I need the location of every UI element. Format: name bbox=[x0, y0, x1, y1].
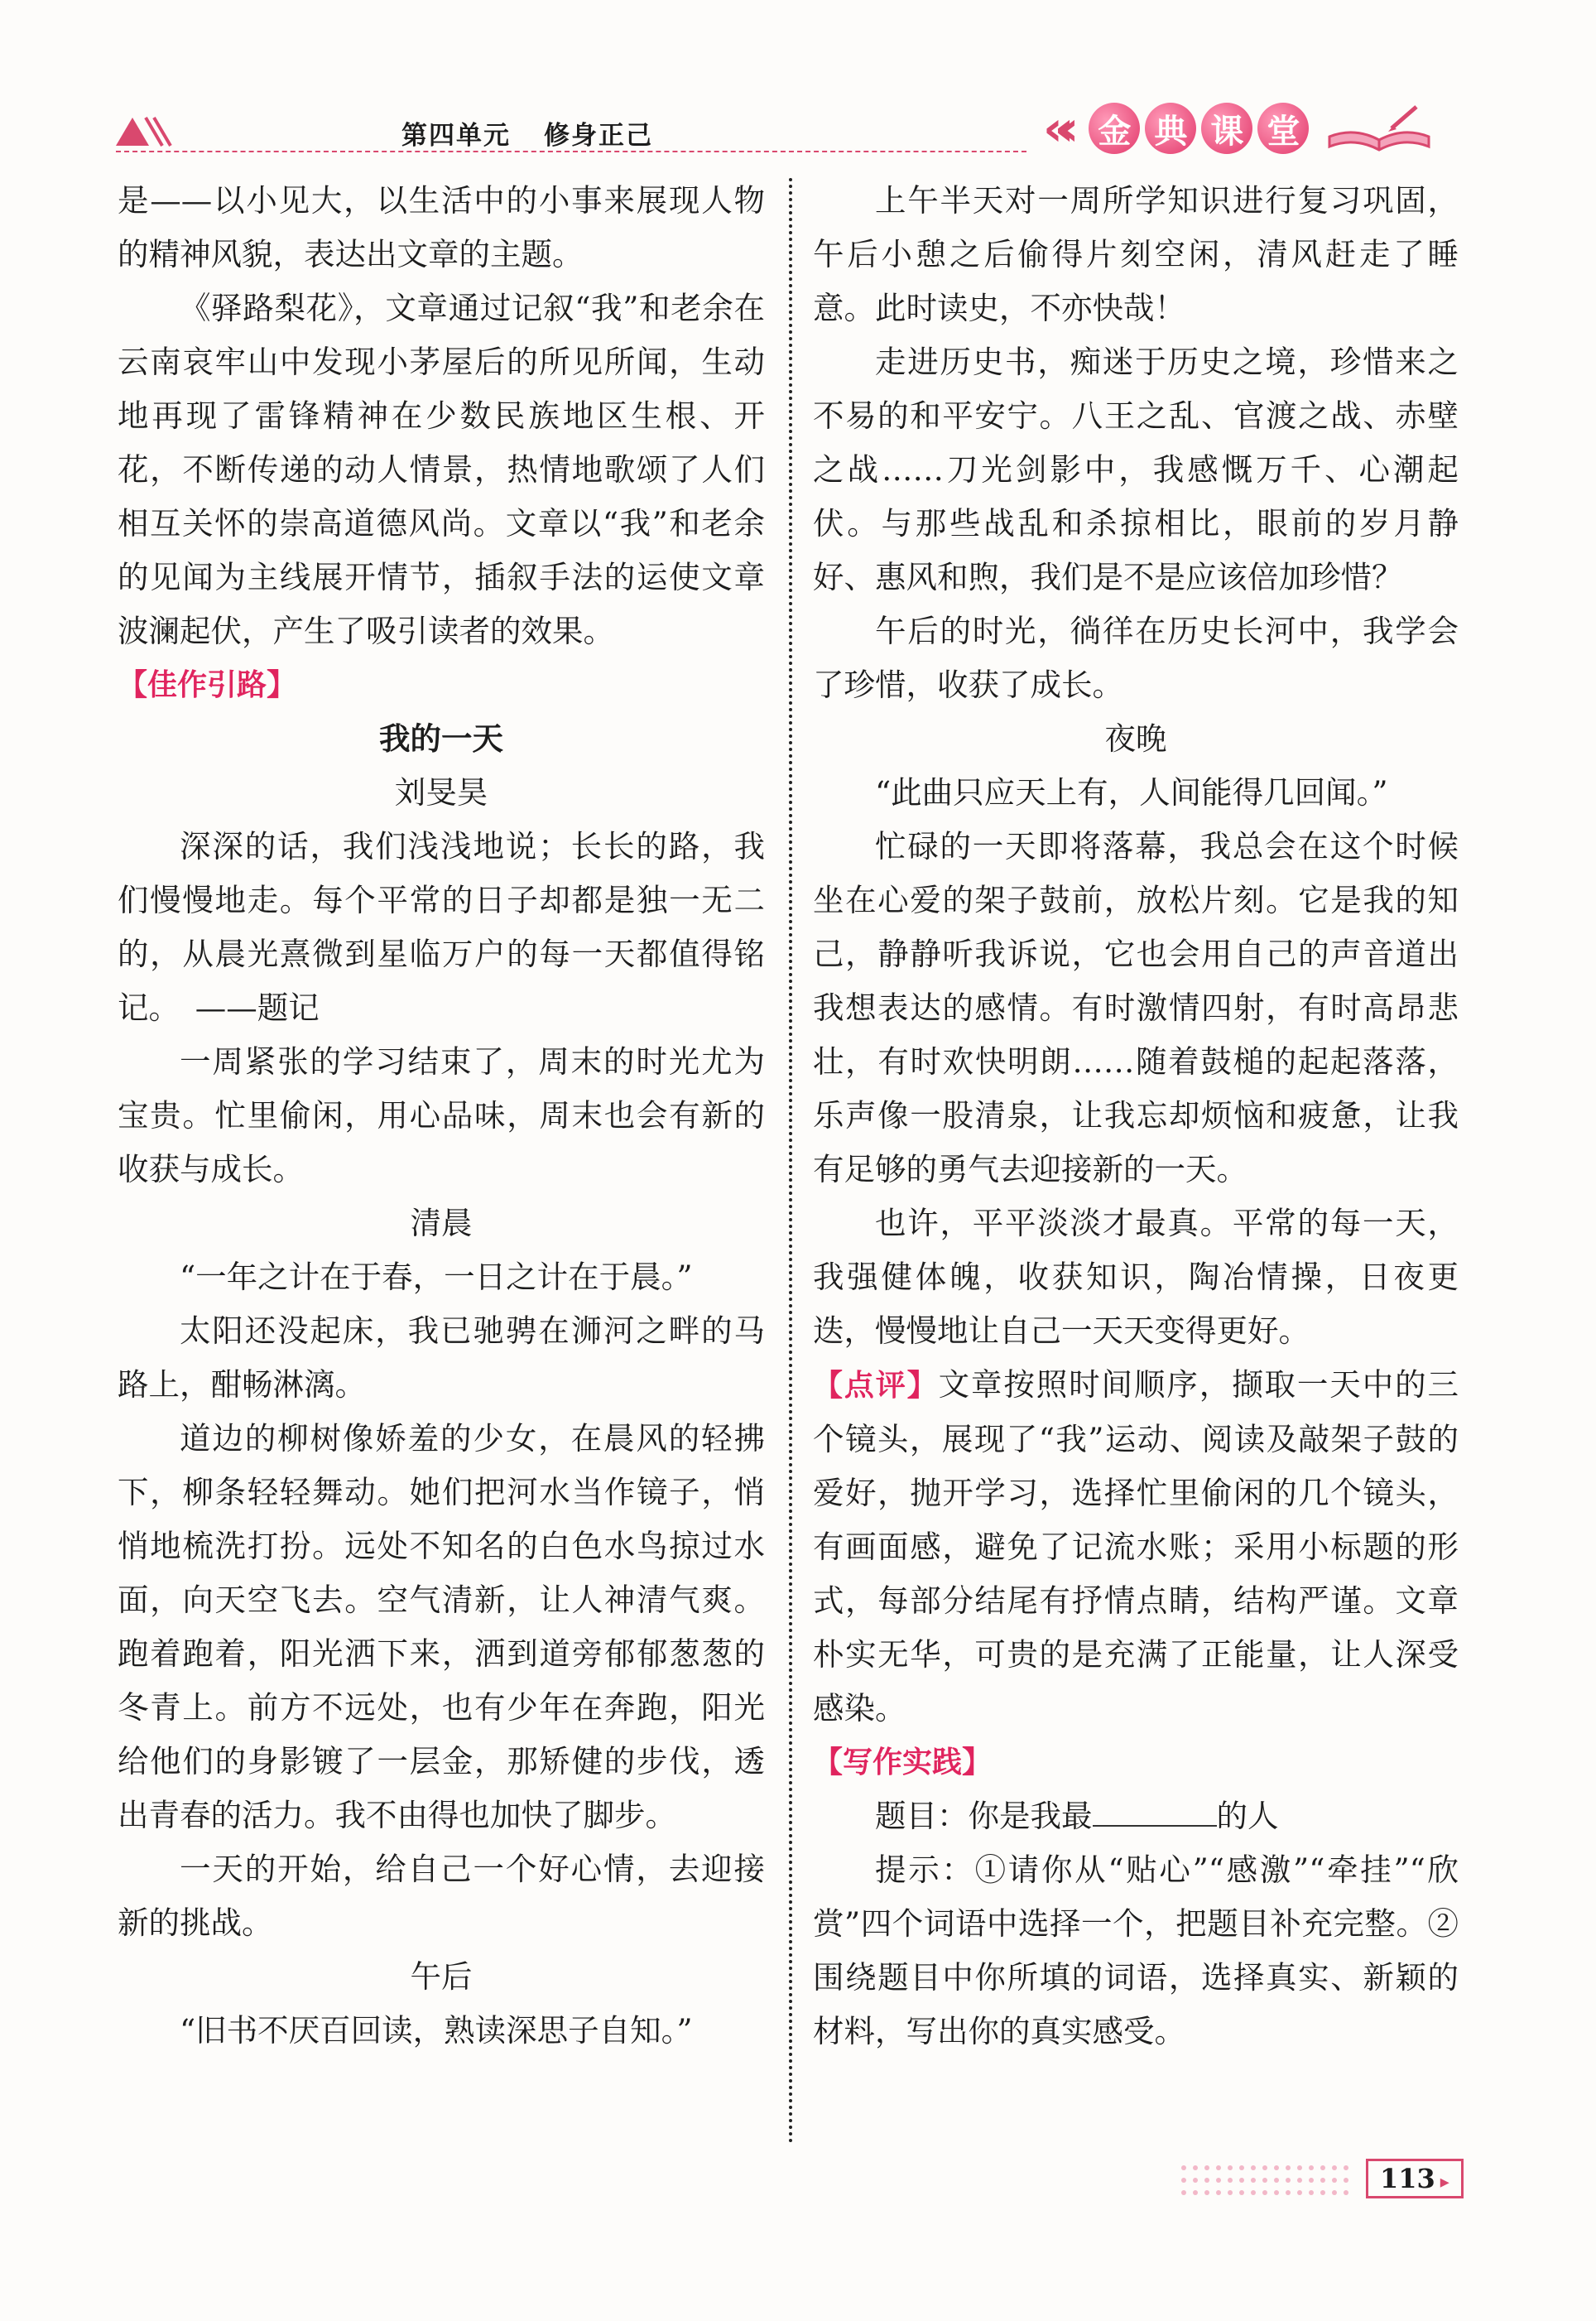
header-unit bbox=[401, 114, 653, 152]
writing-topic bbox=[813, 1789, 1459, 1843]
right-paragraph-1: 上午半天对一周所学知识进行复习巩固，午后小憩之后偷得片刻空闲，清风赶走了睡意。此时读史，不亦快哉！ bbox=[813, 182, 1459, 326]
unit-title: 修身正己 bbox=[544, 121, 653, 151]
brand-char: 金 bbox=[1089, 103, 1140, 154]
writing-hint: 提示：①请你从“贴心”“感激”“牵挂”“欣赏”四个词语中选择一个，把题目补充完整。②围绕题目中你所填的词语，选择真实、新颖的材料，写出你的真实感受。 bbox=[813, 1852, 1459, 2049]
section-tag-practice: 【写作实践】 bbox=[813, 1746, 993, 1779]
quote-morning: “一年之计在于春，一日之计在于晨。” bbox=[180, 1259, 693, 1295]
left-column bbox=[118, 174, 765, 2058]
essay-epigraph: 深深的话，我们浅浅地说；长长的路，我们慢慢地走。每个平常的日子却都是独一无二的，从晨光熹微到星临万户的每一天都值得铭记。 ——题记 bbox=[118, 828, 765, 1026]
quote-afternoon: “旧书不厌百回读，熟读深思子自知。” bbox=[180, 2012, 693, 2049]
comment-block bbox=[813, 1358, 1459, 1736]
brand-char: 课 bbox=[1201, 103, 1252, 154]
subheading-afternoon: 午后 bbox=[410, 1958, 473, 1995]
comment-tag: 【点评】 bbox=[813, 1369, 939, 1403]
brand-char: 堂 bbox=[1257, 103, 1309, 154]
left-paragraph-6: 一天的开始，给自己一个好心情，去迎接新的挑战。 bbox=[118, 1851, 765, 1941]
subheading-night: 夜晚 bbox=[1104, 720, 1167, 757]
unit-label: 第四单元 bbox=[401, 121, 511, 151]
open-book-icon bbox=[1325, 104, 1433, 153]
essay-author: 刘旻昊 bbox=[394, 774, 488, 811]
left-paragraph-5: 道边的柳树像娇羞的少女，在晨风的轻拂下，柳条轻轻舞动。她们把河水当作镜子，悄悄地梳洗打扮。远处不知名的白色水鸟掠过水面，向天空飞去。空气清新，让人神清气爽。跑着跑着，阳光洒下来，洒到道旁郁郁葱葱的冬青上。前方不远处，也有少年在奔跑，阳光给他们的身影镀了一层金，那矫健的步伐，透出青春的活力。我不由得也加快了脚步。 bbox=[118, 1420, 765, 1833]
brand-logo bbox=[1043, 95, 1433, 161]
brand-char: 典 bbox=[1145, 103, 1196, 154]
left-paragraph-1: 是——以小见大，以生活中的小事来展现人物的精神风貌，表达出文章的主题。 bbox=[118, 182, 765, 272]
topic-blank bbox=[1093, 1794, 1217, 1827]
header-divider bbox=[116, 151, 1026, 152]
subheading-morning: 清晨 bbox=[410, 1205, 473, 1241]
right-paragraph-2: 走进历史书，痴迷于历史之境，珍惜来之不易的和平安宁。八王之乱、官渡之战、赤壁之战……刀光剑影中，我感慨万千、心潮起伏。与那些战乱和杀掠相比，眼前的岁月静好、惠风和煦，我们是不是应该倍加珍惜？ bbox=[813, 344, 1459, 595]
quote-night: “此曲只应天上有，人间能得几回闻。” bbox=[875, 774, 1388, 811]
section-tag-example: 【佳作引路】 bbox=[118, 668, 297, 702]
comment-text: 文章按照时间顺序，撷取一天中的三个镜头，展现了“我”运动、阅读及敲架子鼓的爱好，抛开学习，选择忙里偷闲的几个镜头，有画面感，避免了记流水账；采用小标题的形式，每部分结尾有抒情点睛，结构严谨。文章朴实无华，可贵的是充满了正能量，让人深受感染。 bbox=[813, 1366, 1459, 1726]
right-column bbox=[813, 174, 1459, 2059]
right-paragraph-4: 忙碌的一天即将落幕，我总会在这个时候坐在心爱的架子鼓前，放松片刻。它是我的知己，静静听我诉说，它也会用自己的声音道出我想表达的感情。有时激情四射，有时高昂悲壮，有时欢快明朗……随着鼓槌的起起落落，乐声像一股清泉，让我忘却烦恼和疲惫，让我有足够的勇气去迎接新的一天。 bbox=[813, 828, 1459, 1187]
left-paragraph-4: 太阳还没起床，我已驰骋在浉河之畔的马路上，酣畅淋漓。 bbox=[118, 1312, 765, 1403]
topic-suffix: 的人 bbox=[1216, 1798, 1279, 1834]
left-paragraph-2: 《驿路梨花》，文章通过记叙“我”和老余在云南哀牢山中发现小茅屋后的所见所闻，生动地再现了雷锋精神在少数民族地区生根、开花，不断传递的动人情景，热情地歌颂了人们相互关怀的崇高道德风尚。文章以“我”和老余的见闻为主线展开情节，插叙手法的运使文章波澜起伏，产生了吸引读者的效果。 bbox=[118, 290, 765, 649]
right-paragraph-5: 也许，平平淡淡才最真。平常的每一天，我强健体魄，收获知识，陶冶情操，日夜更迭，慢慢地让自己一天天变得更好。 bbox=[813, 1205, 1459, 1349]
header-triangle-icon bbox=[116, 114, 174, 147]
page-number bbox=[1366, 2159, 1464, 2198]
essay-intro: 一周紧张的学习结束了，周末的时光尤为宝贵。忙里偷闲，用心品味，周末也会有新的收获与成长。 bbox=[118, 1043, 765, 1187]
right-paragraph-3: 午后的时光，徜徉在历史长河中，我学会了珍惜，收获了成长。 bbox=[813, 613, 1459, 703]
page-number-text: 113 bbox=[1380, 2163, 1435, 2194]
essay-title: 我的一天 bbox=[379, 720, 503, 757]
footer-dots-decoration bbox=[1175, 2160, 1358, 2201]
topic-prefix: 题目：你是我最 bbox=[875, 1798, 1093, 1834]
column-divider bbox=[789, 178, 792, 2145]
chevrons-icon: «‹ bbox=[1043, 100, 1065, 156]
page-corner-icon: ▸ bbox=[1440, 2171, 1449, 2193]
